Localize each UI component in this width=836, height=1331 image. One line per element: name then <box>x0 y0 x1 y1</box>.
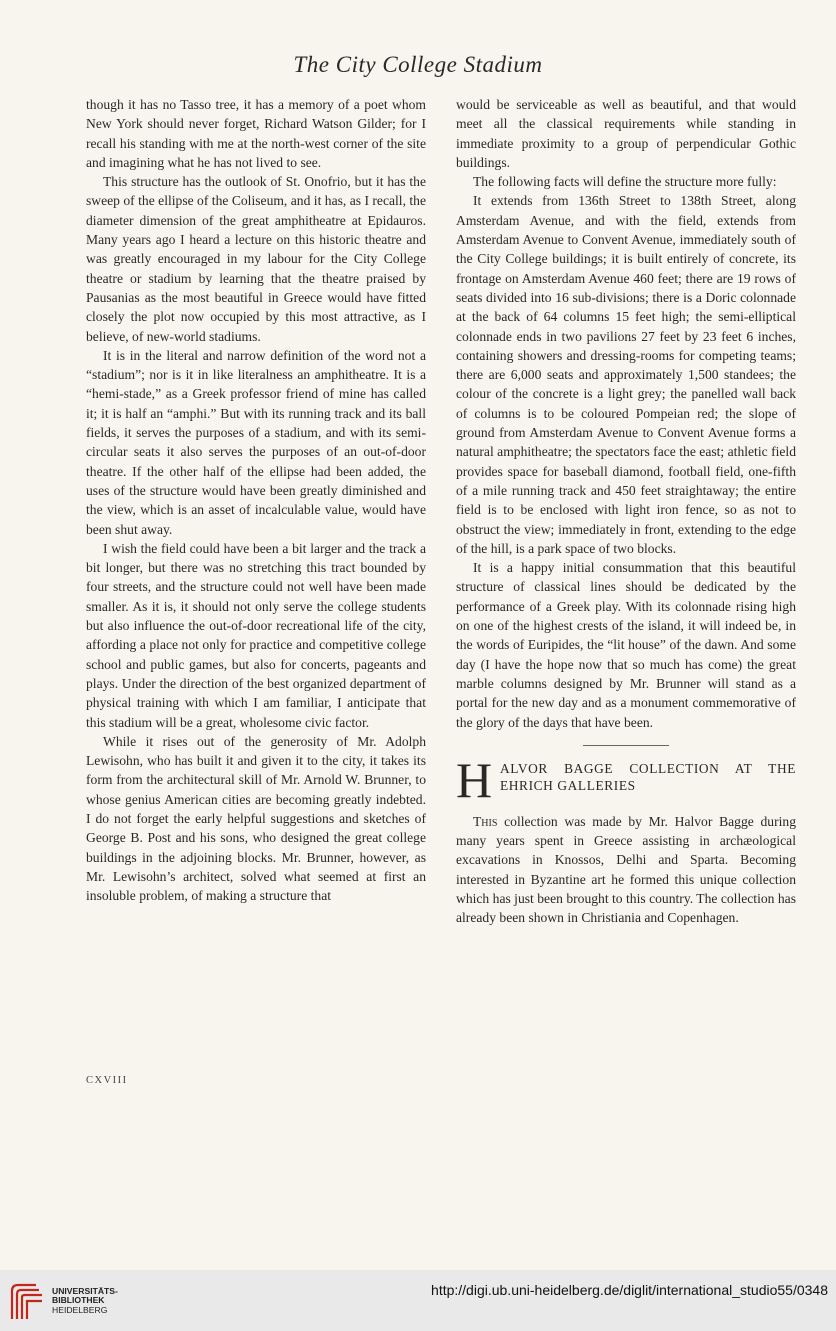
right-paragraph-3: It extends from 136th Street to 138th Street, along Amsterdam Avenue, and with the field, extends from Amsterdam Avenue to Convent Avenue, immediately south of the City College buildings; it is built entirely of concrete, its frontage on Amsterdam Avenue 460 feet; there are 19 rows of seats divided into 16 sub-divisions; there is a Doric colonnade at the back of 64 columns 15 feet high; the semi-elliptical colonnade ends in two pavilions 27 feet by 23 feet 6 inches, containing showers and dressing-rooms for competing teams; there are 6,000 seats and approximately 1,500 standees; the colour of the concrete is a light grey; the panelled wall back of columns is to be coloured Pompeian red; the slope of ground from Amsterdam Avenue to Convent Avenue forms a natural amphitheatre; the spectators face the east; athletic field provides space for baseball diamond, football field, one-fifth of a mile running track and 450 feet straightaway; the entire field is to be enclosed with light iron fence, so as not to obstruct the view; immediately in front, extending to the edge of the hill, is a park space of two blocks. <box>456 193 796 556</box>
section-paragraph <box>456 812 796 928</box>
right-paragraph-4: It is a happy initial consummation that this beautiful structure of classical lines should be dedicated by the performance of a Greek play. With its colonnade rising high on one of the highest crests of the island, it will indeed be, in the words of Euripides, the “lit house” of the dawn. And some day (I have the hope now that so much has come) the great marble columns designed by Mr. Brunner will stand as a portal for the new day and as a monument commemorative of the glory of the days that have been. <box>456 560 796 730</box>
section-heading-text: ALVOR BAGGE COLLECTION AT THE EHRICH GALLERIES <box>500 760 796 793</box>
right-column <box>456 95 796 928</box>
left-column <box>86 95 426 905</box>
right-paragraph-1: would be serviceable as well as beautiful, and that would meet all the classical requirements while standing in immediate proximity to a group of perpendicular Gothic buildings. <box>456 97 796 170</box>
left-paragraph-2: This structure has the outlook of St. Onofrio, but it has the sweep of the ellipse of the Coliseum, and it has, as I recall, the diameter dimension of the great amphitheatre at Epidauros. Many years ago I heard a lecture on this historic theatre and was greatly encouraged in my labour for the City College theatre or stadium by learning that the theatre praised by Pausanias as the most beautiful in Greece would have fitted closely the plot now occupied by this most attractive, as I believe, of new-world stadiums. <box>86 174 426 344</box>
library-name <box>52 1287 118 1315</box>
library-name-line-3: HEIDELBERG <box>52 1304 108 1315</box>
drop-cap: H <box>456 751 493 808</box>
running-title: The City College Stadium <box>293 52 543 77</box>
library-name-line-1: UNIVERSITÄTS- <box>52 1286 118 1296</box>
right-paragraph-2: The following facts will define the structure more fully: <box>473 174 777 190</box>
page-folio: CXVIII <box>86 1075 128 1086</box>
digitization-footer <box>0 1270 836 1331</box>
section-paragraph-text: collection was made by Mr. Halvor Bagge during many years spent in Greece assisting in archæological excavations in Knossos, Delhi and Sparta. Becoming interested in Byzantine art he formed this unique collection which has just been brought to this country. The collection has already been shown in Christiania and Copenhagen. <box>456 813 796 926</box>
left-paragraph-3: It is in the literal and narrow definition of the word not a “stadium”; nor is it in like literalness an amphitheatre. It is a “hemi-stade,” as a Greek professor friend of mine has called it; it is half an “amphi.” But with its running track and its ball fields, it serves the purposes of a stadium, and with its semi-circular seats it also serves the purposes of an out-of-door theatre. If the other half of the ellipse had been added, the uses of the structure would have been greatly diminished and the view, which is an asset of incalculable value, would have been shut away. <box>86 347 426 537</box>
left-paragraph-4: I wish the field could have been a bit larger and the track a bit longer, but there was no stretching this tract bounded by four streets, and the structure could not well have been made smaller. As it is, it should not only serve the college students but also influence the out-of-door recreational life of the city, affording a place not only for practice and competitive college school and public games, but also for concerts, pageants and plays. Under the direction of the best organized department of physical training with which I am familiar, I anticipate that this stadium will be a great, wholesome civic factor. <box>86 540 426 730</box>
section-body <box>456 812 796 928</box>
library-logo-icon <box>6 1279 46 1321</box>
section-heading <box>456 751 796 808</box>
section-divider <box>583 745 669 746</box>
left-paragraph-1: though it has no Tasso tree, it has a memory of a poet whom New York should never forget, Richard Watson Gilder; for I recall his standing with me at the north-west corner of the site and imagining what he has not lived to see. <box>86 97 426 170</box>
section-paragraph-lead: This <box>473 813 498 829</box>
left-paragraph-5: While it rises out of the generosity of Mr. Adolph Lewisohn, who has built it and given it to the city, it takes its form from the architectural skill of Mr. Arnold W. Brunner, to whose genius American cities are becoming greatly indebted. I do not forget the early helpful suggestions and sketches of George B. Post and his sons, who designed the great college buildings in the adjoining blocks. Mr. Brunner, however, as Mr. Lewisohn’s architect, solved what seemed at first an insoluble problem, of making a structure that <box>86 733 426 904</box>
library-name-line-2: BIBLIOTHEK <box>52 1295 105 1306</box>
source-url[interactable]: http://digi.ub.uni-heidelberg.de/diglit/international_studio55/0348 <box>431 1282 828 1298</box>
